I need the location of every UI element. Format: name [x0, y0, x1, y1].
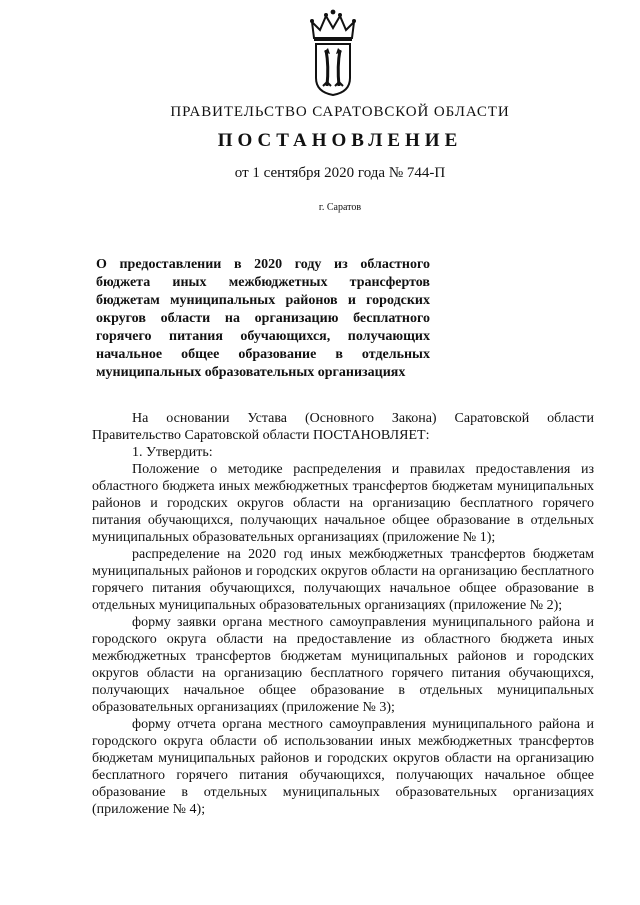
government-name: ПРАВИТЕЛЬСТВО САРАТОВСКОЙ ОБЛАСТИ — [170, 104, 510, 120]
body-paragraph-appendix-2: распределение на 2020 год иных межбюджетных трансфертов бюджетам муниципальных районов и городских округов области на организацию бесплатного горячего питания обучающихся, получающих начальное общее образование в отдельных муниципальных образовательных организациях (приложение № 2); — [92, 547, 594, 613]
subject-line: муниципальных образовательных организациях — [96, 365, 406, 380]
subject-line: округов области на организацию бесплатного — [96, 311, 430, 326]
body-paragraph-item-1: 1. Утвердить: — [132, 445, 213, 460]
document-title: ПОСТАНОВЛЕНИЕ — [217, 130, 463, 151]
document-body — [92, 410, 594, 818]
subject-line: О предоставлении в 2020 году из областного — [96, 257, 430, 272]
subject-line: горячего питания обучающихся, получающих — [96, 329, 430, 344]
body-paragraph-appendix-3: форму заявки органа местного самоуправления муниципального района и городского округа области на предоставление из областного бюджета иных межбюджетных трансфертов бюджетам муниципальных районов и городских округов области на организацию бесплатного горячего питания обучающихся, получающих начальное общее образование в отдельных муниципальных образовательных организациях (приложение № 3); — [92, 615, 594, 715]
body-paragraph-preamble: На основании Устава (Основного Закона) Саратовской области Правительство Саратовской области ПОСТАНОВЛЯЕТ: — [92, 411, 594, 443]
document-date-number: от 1 сентября 2020 года № 744-П — [234, 165, 446, 181]
subject-line: бюджета иных межбюджетных трансфертов — [96, 275, 430, 290]
document-subject — [96, 256, 430, 382]
body-paragraph-appendix-4: форму отчета органа местного самоуправления муниципального района и городского округа области об использовании иных межбюджетных трансфертов бюджетам муниципальных районов и городских округов области на организацию бесплатного горячего питания обучающихся, получающих начальное общее образование в отдельных муниципальных образовательных организациях (приложение № 4); — [92, 717, 594, 817]
saratov-coat-of-arms-icon — [308, 8, 358, 96]
subject-line: начальное общее образование в отдельных — [96, 347, 430, 362]
document-city: г. Саратов — [318, 202, 362, 213]
subject-line: бюджетам муниципальных районов и городских — [96, 293, 430, 308]
body-paragraph-appendix-1: Положение о методике распределения и правилах предоставления из областного бюджета иных межбюджетных трансфертов бюджетам муниципальных районов и городских округов области на организацию бесплатного горячего питания обучающихся, получающих начальное общее образование в отдельных муниципальных образовательных организациях (приложение № 1); — [92, 462, 594, 545]
